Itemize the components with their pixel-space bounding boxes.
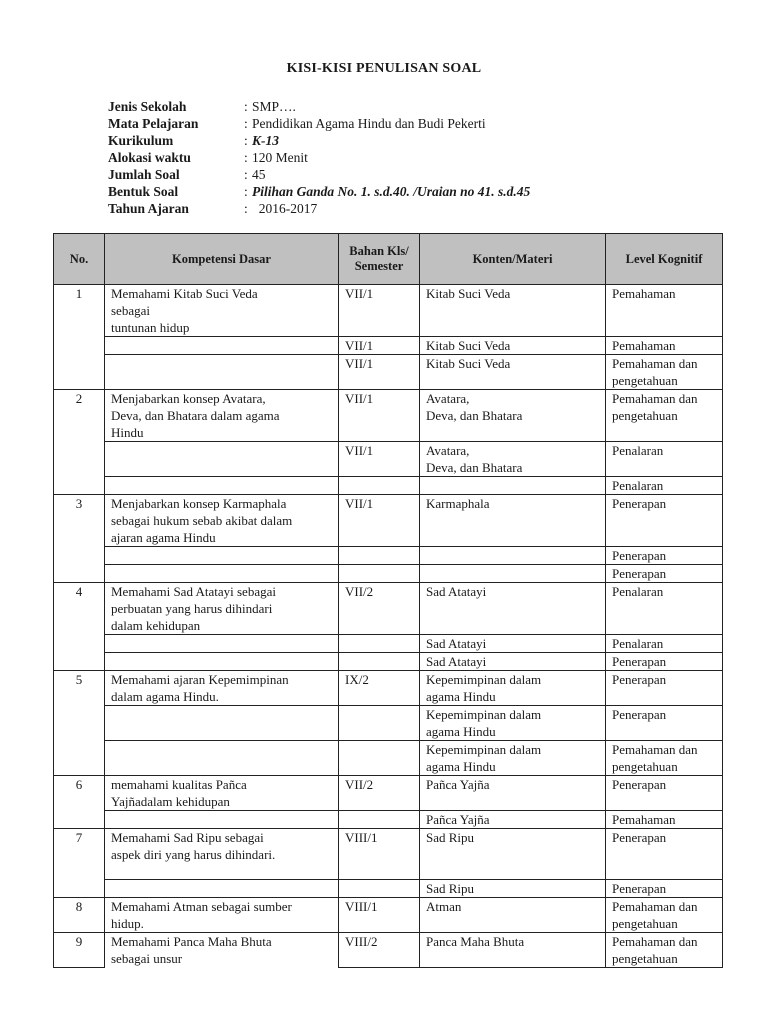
cell-konten-materi xyxy=(420,565,606,583)
cell-level-kognitif: Penalaran xyxy=(606,583,723,635)
header-no: No. xyxy=(54,234,105,285)
cell-kelas-semester: VII/1 xyxy=(339,495,420,547)
cell-kompetensi-dasar: Memahami Sad Atatayi sebagai perbuatan yang harus dihindari dalam kehidupan xyxy=(105,583,339,635)
cell-level-kognitif: Penerapan xyxy=(606,829,723,880)
table-row xyxy=(54,337,723,355)
meta-value: K-13 xyxy=(252,133,279,148)
cell-konten-materi: Panca Maha Bhuta xyxy=(420,933,606,968)
meta-row xyxy=(108,166,530,183)
document-meta xyxy=(108,98,530,217)
cell-no: 2 xyxy=(54,390,105,495)
meta-label: Alokasi waktu xyxy=(108,150,191,165)
cell-kompetensi-dasar-empty xyxy=(105,565,339,583)
cell-no: 8 xyxy=(54,898,105,933)
cell-no: 1 xyxy=(54,285,105,390)
cell-kelas-semester xyxy=(339,565,420,583)
meta-separator: : xyxy=(244,133,248,148)
meta-label: Kurikulum xyxy=(108,133,174,148)
cell-kompetensi-dasar-empty xyxy=(105,337,339,355)
cell-kelas-semester: VII/1 xyxy=(339,390,420,442)
table-row xyxy=(54,635,723,653)
cell-level-kognitif: Pemahaman xyxy=(606,337,723,355)
cell-kelas-semester: VII/1 xyxy=(339,285,420,337)
meta-separator: : xyxy=(244,184,248,199)
cell-no: 4 xyxy=(54,583,105,671)
cell-level-kognitif: Penerapan xyxy=(606,653,723,671)
meta-row xyxy=(108,115,530,132)
page-title: KISI-KISI PENULISAN SOAL xyxy=(286,61,482,76)
cell-kompetensi-dasar: memahami kualitas Pañca Yajñadalam kehidupan xyxy=(105,776,339,811)
cell-kelas-semester xyxy=(339,880,420,898)
table-row xyxy=(54,355,723,390)
meta-label: Mata Pelajaran xyxy=(108,116,199,131)
meta-label: Jumlah Soal xyxy=(108,167,180,182)
table-row xyxy=(54,285,723,337)
cell-kompetensi-dasar-empty xyxy=(105,706,339,741)
cell-konten-materi xyxy=(420,477,606,495)
cell-kelas-semester xyxy=(339,547,420,565)
cell-level-kognitif: Penalaran xyxy=(606,442,723,477)
table-row xyxy=(54,477,723,495)
table-row xyxy=(54,442,723,477)
cell-kompetensi-dasar-empty xyxy=(105,442,339,477)
cell-kompetensi-dasar-empty xyxy=(105,653,339,671)
cell-kompetensi-dasar: Memahami Sad Ripu sebagai aspek diri yang harus dihindari. xyxy=(105,829,339,880)
cell-level-kognitif: Penerapan xyxy=(606,880,723,898)
cell-kompetensi-dasar: Menjabarkan konsep Karmaphala sebagai hukum sebab akibat dalam ajaran agama Hindu xyxy=(105,495,339,547)
cell-kompetensi-dasar: Memahami Kitab Suci Veda sebagai tuntunan hidup xyxy=(105,285,339,337)
cell-kompetensi-dasar-empty xyxy=(105,635,339,653)
cell-konten-materi xyxy=(420,547,606,565)
cell-kelas-semester: VII/2 xyxy=(339,583,420,635)
table-row xyxy=(54,811,723,829)
cell-kompetensi-dasar: Memahami Panca Maha Bhuta sebagai unsur xyxy=(105,933,339,968)
cell-konten-materi: Atman xyxy=(420,898,606,933)
meta-value: 2016-2017 xyxy=(252,201,318,216)
cell-konten-materi: Kepemimpinan dalam agama Hindu xyxy=(420,671,606,706)
cell-no: 7 xyxy=(54,829,105,898)
table-row xyxy=(54,898,723,933)
meta-value: Pendidikan Agama Hindu dan Budi Pekerti xyxy=(252,116,486,131)
cell-kompetensi-dasar-empty xyxy=(105,547,339,565)
meta-label: Tahun Ajaran xyxy=(108,201,189,216)
meta-separator: : xyxy=(244,99,248,114)
table-row xyxy=(54,776,723,811)
cell-konten-materi: Pañca Yajña xyxy=(420,811,606,829)
cell-konten-materi: Karmaphala xyxy=(420,495,606,547)
meta-value: 120 Menit xyxy=(252,150,308,165)
cell-konten-materi: Avatara, Deva, dan Bhatara xyxy=(420,442,606,477)
cell-level-kognitif: Pemahaman xyxy=(606,811,723,829)
table-row xyxy=(54,390,723,442)
cell-konten-materi: Pañca Yajña xyxy=(420,776,606,811)
cell-konten-materi: Kitab Suci Veda xyxy=(420,337,606,355)
meta-row xyxy=(108,98,530,115)
cell-level-kognitif: Penerapan xyxy=(606,671,723,706)
meta-row xyxy=(108,183,530,200)
cell-no: 9 xyxy=(54,933,105,968)
cell-kelas-semester: IX/2 xyxy=(339,671,420,706)
meta-value: 45 xyxy=(252,167,266,182)
cell-kelas-semester xyxy=(339,741,420,776)
cell-konten-materi: Kitab Suci Veda xyxy=(420,355,606,390)
meta-value: Pilihan Ganda No. 1. s.d.40. /Uraian no 41. s.d.45 xyxy=(252,184,531,199)
cell-level-kognitif: Penalaran xyxy=(606,635,723,653)
cell-konten-materi: Sad Atatayi xyxy=(420,583,606,635)
table-row xyxy=(54,583,723,635)
cell-konten-materi: Sad Ripu xyxy=(420,880,606,898)
cell-kompetensi-dasar-empty xyxy=(105,880,339,898)
cell-level-kognitif: Pemahaman dan pengetahuan xyxy=(606,741,723,776)
cell-konten-materi: Avatara, Deva, dan Bhatara xyxy=(420,390,606,442)
meta-row xyxy=(108,132,530,149)
cell-level-kognitif: Pemahaman dan pengetahuan xyxy=(606,355,723,390)
cell-level-kognitif: Penerapan xyxy=(606,547,723,565)
meta-separator: : xyxy=(244,201,248,216)
meta-row xyxy=(108,149,530,166)
meta-label: Bentuk Soal xyxy=(108,184,179,199)
table-row xyxy=(54,565,723,583)
meta-separator: : xyxy=(244,167,248,182)
table-row xyxy=(54,741,723,776)
cell-konten-materi: Sad Atatayi xyxy=(420,635,606,653)
cell-kelas-semester: VII/1 xyxy=(339,337,420,355)
cell-kompetensi-dasar-empty xyxy=(105,811,339,829)
cell-level-kognitif: Penerapan xyxy=(606,565,723,583)
meta-separator: : xyxy=(244,150,248,165)
table-header-row xyxy=(54,234,723,285)
cell-no: 3 xyxy=(54,495,105,583)
cell-kompetensi-dasar-empty xyxy=(105,355,339,390)
table-row xyxy=(54,933,723,968)
cell-level-kognitif: Pemahaman dan pengetahuan xyxy=(606,898,723,933)
meta-row xyxy=(108,200,530,217)
cell-kelas-semester: VII/1 xyxy=(339,355,420,390)
cell-konten-materi: Sad Ripu xyxy=(420,829,606,880)
cell-kompetensi-dasar: Memahami ajaran Kepemimpinan dalam agama Hindu. xyxy=(105,671,339,706)
cell-kelas-semester: VII/2 xyxy=(339,776,420,811)
cell-kompetensi-dasar-empty xyxy=(105,741,339,776)
cell-konten-materi: Sad Atatayi xyxy=(420,653,606,671)
cell-konten-materi: Kepemimpinan dalam agama Hindu xyxy=(420,741,606,776)
cell-level-kognitif: Penerapan xyxy=(606,495,723,547)
header-bahan-kelas-semester: Bahan Kls/ Semester xyxy=(339,234,420,285)
cell-konten-materi: Kitab Suci Veda xyxy=(420,285,606,337)
cell-no: 6 xyxy=(54,776,105,829)
cell-kelas-semester: VIII/1 xyxy=(339,898,420,933)
table-row xyxy=(54,495,723,547)
table-row xyxy=(54,653,723,671)
table-row xyxy=(54,829,723,880)
table-row xyxy=(54,880,723,898)
cell-kelas-semester xyxy=(339,811,420,829)
cell-kelas-semester xyxy=(339,706,420,741)
cell-kelas-semester xyxy=(339,477,420,495)
table-row xyxy=(54,671,723,706)
cell-kelas-semester: VIII/2 xyxy=(339,933,420,968)
table-row xyxy=(54,547,723,565)
header-konten-materi: Konten/Materi xyxy=(420,234,606,285)
header-kompetensi-dasar: Kompetensi Dasar xyxy=(105,234,339,285)
cell-level-kognitif: Penerapan xyxy=(606,776,723,811)
cell-kelas-semester: VIII/1 xyxy=(339,829,420,880)
cell-level-kognitif: Penalaran xyxy=(606,477,723,495)
meta-value: SMP…. xyxy=(252,99,296,114)
cell-level-kognitif: Pemahaman dan pengetahuan xyxy=(606,390,723,442)
cell-kelas-semester xyxy=(339,653,420,671)
table-row xyxy=(54,706,723,741)
meta-label: Jenis Sekolah xyxy=(108,99,187,114)
kisi-kisi-table xyxy=(53,233,723,968)
header-level-kognitif: Level Kognitif xyxy=(606,234,723,285)
cell-level-kognitif: Pemahaman dan pengetahuan xyxy=(606,933,723,968)
cell-kompetensi-dasar: Memahami Atman sebagai sumber hidup. xyxy=(105,898,339,933)
cell-kelas-semester xyxy=(339,635,420,653)
cell-level-kognitif: Penerapan xyxy=(606,706,723,741)
meta-separator: : xyxy=(244,116,248,131)
cell-kelas-semester: VII/1 xyxy=(339,442,420,477)
cell-level-kognitif: Pemahaman xyxy=(606,285,723,337)
cell-kompetensi-dasar-empty xyxy=(105,477,339,495)
cell-no: 5 xyxy=(54,671,105,776)
cell-konten-materi: Kepemimpinan dalam agama Hindu xyxy=(420,706,606,741)
cell-kompetensi-dasar: Menjabarkan konsep Avatara, Deva, dan Bhatara dalam agama Hindu xyxy=(105,390,339,442)
